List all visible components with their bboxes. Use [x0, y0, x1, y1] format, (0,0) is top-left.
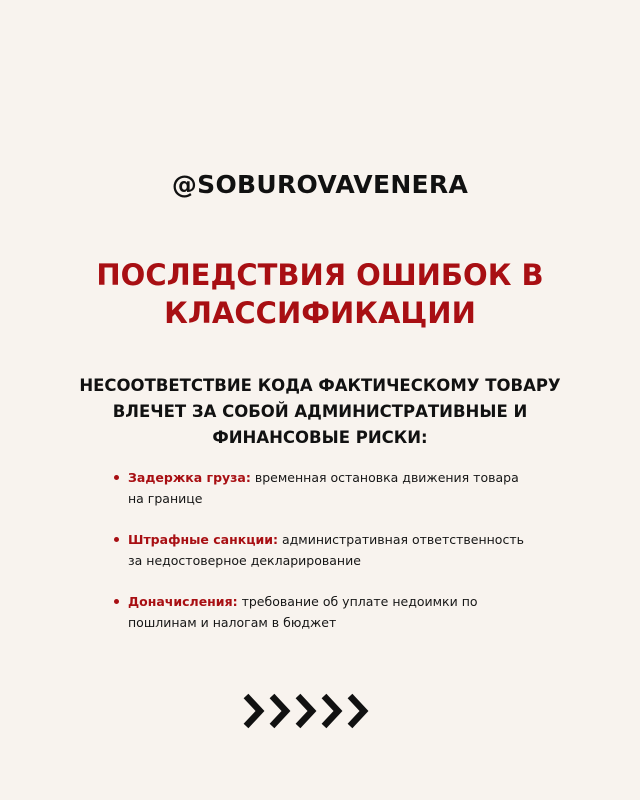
risk-description-continued: на границе	[128, 491, 203, 506]
bullet-dot-icon	[114, 599, 119, 604]
chevron-right-icon	[324, 696, 338, 726]
chevron-right-icon	[246, 696, 260, 726]
account-handle: @SOBUROVAVENERA	[171, 170, 469, 199]
page-title-line-1: ПОСЛЕДСТВИЯ ОШИБОК В	[96, 258, 544, 292]
bullet-dot-icon	[114, 537, 119, 542]
risk-item-cargo-delay	[112, 467, 532, 509]
bullet-dot-icon	[114, 475, 119, 480]
chevron-right-icon	[272, 696, 286, 726]
chevron-right-icon	[298, 696, 312, 726]
chevrons-right-icon[interactable]	[240, 690, 384, 732]
risk-description: административная ответственность	[281, 532, 524, 547]
risk-description: временная остановка движения товара	[254, 470, 519, 485]
risk-description: требование об уплате недоимки по	[241, 594, 478, 609]
chevron-right-icon	[350, 696, 364, 726]
page-title-line-2: КЛАССИФИКАЦИИ	[164, 296, 476, 330]
risk-list	[112, 467, 532, 653]
risk-item-additional-charges	[112, 591, 532, 633]
intro-line-1: НЕСООТВЕТСТВИЕ КОДА ФАКТИЧЕСКОМУ ТОВАРУ	[79, 376, 561, 395]
risk-description-continued: за недостоверное декларирование	[128, 553, 361, 568]
risk-term: Штрафные санкции:	[128, 532, 278, 547]
risk-item-penalties	[112, 529, 532, 571]
risk-term: Задержка груза:	[128, 470, 251, 485]
intro-text	[60, 373, 580, 451]
intro-line-3: ФИНАНСОВЫЕ РИСКИ:	[212, 428, 428, 447]
intro-line-2: ВЛЕЧЕТ ЗА СОБОЙ АДМИНИСТРАТИВНЫЕ И	[112, 402, 528, 421]
risk-term: Доначисления:	[128, 594, 238, 609]
risk-description-continued: пошлинам и налогам в бюджет	[128, 615, 337, 630]
page-title	[40, 256, 600, 332]
